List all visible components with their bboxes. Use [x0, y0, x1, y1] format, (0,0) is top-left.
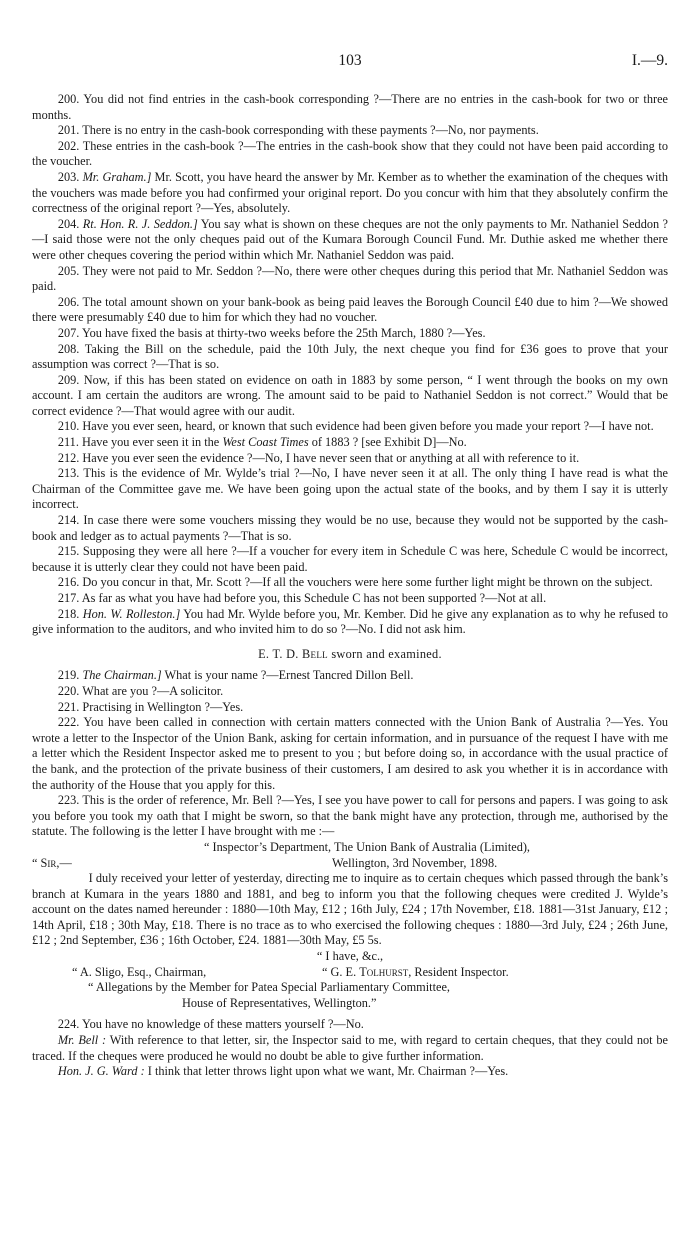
- paragraph-203: [32, 170, 668, 217]
- paragraph-201: 201. There is no entry in the cash-book corresponding with these payments ?—No, nor payments.: [57, 123, 539, 138]
- signatory-text: , Resident Inspector.: [408, 964, 509, 979]
- speaker-name: The Chairman.]: [82, 668, 162, 683]
- witness-surname: Bell: [302, 646, 328, 661]
- paragraph-number: 204.: [57, 216, 80, 231]
- salutation-text: “: [32, 855, 41, 870]
- paragraph-209: 209. Now, if this has been stated on evidence on oath in 1883 by some person, “ I went through the books on my own account. I am certain the auditors are wrong. The amount said to be paid to Nathaniel Seddon is not correct.” Would that be correct evidence ?—That would agree with our audit.: [32, 372, 668, 418]
- paragraph-214: 214. In case there were some vouchers missing they would be no use, because they would not be supported by the cash-book and ledger as to actual payments ?—That is so.: [32, 513, 668, 543]
- letter-recipient: “ A. Sligo, Esq., Chairman,: [72, 964, 207, 979]
- speaker-name: Hon. W. Rolleston.]: [82, 606, 181, 621]
- paragraph-text: I think that letter throws light upon what we want, Mr. Chairman ?—Yes.: [144, 1064, 509, 1079]
- salutation-text: ,—: [56, 855, 72, 870]
- letter-house: House of Representatives, Wellington.”: [182, 995, 377, 1010]
- paragraph-text: What is your name ?—Ernest Tancred Dillon Bell.: [161, 668, 414, 683]
- paragraph-211: [32, 435, 668, 451]
- paragraph-200: 200. You did not find entries in the cash-book corresponding ?—There are no entries in the cash-book for two or three months.: [32, 92, 668, 122]
- paragraph-202: 202. These entries in the cash-book ?—The entries in the cash-book show that they could not have been paid according to the voucher.: [32, 138, 668, 169]
- letter-signatory: [322, 965, 509, 981]
- letter-closing: “ I have, &c.,: [316, 949, 384, 964]
- paragraph-218: [32, 607, 668, 638]
- letter-allegations: “ Allegations by the Member for Patea Special Parliamentary Committee,: [88, 980, 450, 995]
- paragraph-number: 203.: [57, 169, 80, 184]
- paragraph-text: With reference to that letter, sir, the Inspector said to me, with regard to certain cheques, that they could not be traced. If the cheques were produced he would no doubt be able to give further information.: [32, 1033, 668, 1063]
- paragraph-215: 215. Supposing they were all here ?—If a voucher for every item in Schedule C was here, Schedule C would be incorrect, because it is utterly clear they could not have been paid.: [32, 544, 668, 574]
- paragraph-number: 218.: [57, 606, 80, 621]
- paragraph-224: 224. You have no knowledge of these matters yourself ?—No.: [57, 1017, 364, 1032]
- paragraph-text: Mr. Scott, you have heard the answer by Mr. Kember as to whether the examination of the cheques with the vouchers was made before you had confirmed your original report. Do you concur with him that they absolutely confirm the correctness of the original report ?—Yes, absolutely.: [32, 169, 668, 216]
- document-code: I.—9.: [631, 52, 668, 69]
- paragraph-219: [32, 668, 668, 684]
- signatory-text: “ G. E.: [322, 964, 360, 979]
- speaker-name: Rt. Hon. R. J. Seddon.]: [82, 216, 198, 231]
- paragraph-207: 207. You have fixed the basis at thirty-two weeks before the 25th March, 1880 ?—Yes.: [57, 325, 486, 340]
- paragraph-number: 219.: [57, 668, 80, 683]
- paragraph-text: of 1883 ? [see Exhibit D]—No.: [308, 435, 467, 450]
- paragraph-223: 223. This is the order of reference, Mr. Bell ?—Yes, I see you have power to call for persons and papers. I was going to ask you before you took my oath that I might be sworn, so that the bank might have any protection, through me, authorised by the statute. The following is the letter I have brought with me :—: [32, 793, 668, 839]
- speaker-name: Mr. Bell :: [57, 1033, 107, 1048]
- page-header: [0, 52, 700, 74]
- letter-address: “ Inspector’s Department, The Union Bank of Australia (Limited),: [204, 839, 531, 854]
- signatory-surname: Tolhurst: [359, 964, 409, 979]
- salutation-text: Sir: [40, 855, 57, 870]
- paragraph-217: 217. As far as what you have had before you, this Schedule C has not been supported ?—Not at all.: [57, 591, 547, 605]
- speaker-name: Hon. J. G. Ward :: [57, 1064, 145, 1079]
- quoted-letter: [32, 840, 668, 1012]
- paragraph-222: 222. You have been called in connection with certain matters connected with the Union Bank of Australia ?—Yes. You wrote a letter to the Inspector of the Union Bank, asking for certain information, and in pursuance of the request I have with me a letter which the Resident Inspector asked me to present to you ; but before doing so, in accordance with the usual practice of the bank, and the protection of the private business of their customers, I am desired to ask you whether it is in accordance with the authority of the House that you apply for this.: [32, 715, 668, 792]
- newspaper-title: West Coast Times: [222, 435, 309, 450]
- paragraph-text: You had Mr. Wylde before you, Mr. Kember. Did he give any explanation as to why he refused to give information to the auditors, and who invited him to do so ?—No. I did not ask him.: [32, 606, 668, 637]
- paragraph-206: 206. The total amount shown on your bank-book as being paid leaves the Borough Council £40 due to him ?—We showed there were presumably £40 due to him for which they had no voucher.: [32, 294, 668, 325]
- section-heading: [32, 647, 668, 663]
- paragraph-208: 208. Taking the Bill on the schedule, paid the 10th July, the next cheque you find for £36 goes to prove that your assumption was correct ?—That is so.: [32, 341, 668, 372]
- paragraph-205: 205. They were not paid to Mr. Seddon ?—No, there were other cheques during this period that Mr. Nathaniel Seddon was paid.: [32, 263, 668, 294]
- paragraph-213: 213. This is the evidence of Mr. Wylde’s trial ?—No, I have never seen it at all. The only thing I have read is what the Chairman of the Committee gave me. We have been going upon the actual state of the books, and by them I say it is utterly incorrect.: [32, 466, 668, 512]
- page-number: 103: [338, 52, 362, 69]
- paragraph-text: You say what is shown on these cheques are not the only payments to Mr. Nathaniel Seddon ?—I said those were not the only cheques paid out of the Kumara Borough Council Fund. Mr. Duthie asked me whether there were other cheques covering the period within which Mr. Nathaniel Seddon was paid.: [32, 216, 669, 262]
- letter-body: I duly received your letter of yesterday, directing me to inquire as to certain cheques which passed through the bank’s branch at Kumara in the years 1880 and 1881, and beg to inform you that the following cheques were credited J. Wylde’s account on the dates named hereunder : 1880—10th May, £12 ; 16th July, £24 ; 17th November, £18. 1881—31st January, £12 ; 14th April, £18 ; 30th May, £18. There is no trace as to who exercised the following cheques : 1880—3rd July, £24 ; 26th June, £12 ; 2nd September, £36 ; 16th October, £24. 1881—30th May, £5 5s.: [32, 871, 668, 948]
- paragraph-ward: [32, 1064, 668, 1080]
- heading-text: E. T. D.: [258, 646, 303, 661]
- speaker-name: Mr. Graham.]: [82, 169, 152, 184]
- paragraph-212: 212. Have you ever seen the evidence ?—No, I have never seen that or anything at all with reference to it.: [57, 450, 580, 465]
- paragraph-220: 220. What are you ?—A solicitor.: [57, 683, 224, 698]
- letter-signature-row: [32, 965, 668, 981]
- paragraph-bell: [32, 1033, 668, 1064]
- paragraph-204: [32, 217, 668, 264]
- letter-salutation: [32, 856, 332, 872]
- document-body: [32, 92, 668, 1080]
- paragraph-text: 211. Have you ever seen it in the: [57, 435, 223, 450]
- letter-date: Wellington, 3rd November, 1898.: [332, 855, 498, 870]
- heading-text: sworn and examined.: [327, 646, 442, 661]
- paragraph-221: 221. Practising in Wellington ?—Yes.: [57, 699, 244, 714]
- paragraph-216: 216. Do you concur in that, Mr. Scott ?—If all the vouchers were here some further light might be thrown on the subject.: [57, 575, 653, 590]
- letter-salutation-row: [32, 856, 668, 872]
- paragraph-210: 210. Have you ever seen, heard, or known that such evidence had been given before you made your report ?—I have not.: [57, 419, 654, 434]
